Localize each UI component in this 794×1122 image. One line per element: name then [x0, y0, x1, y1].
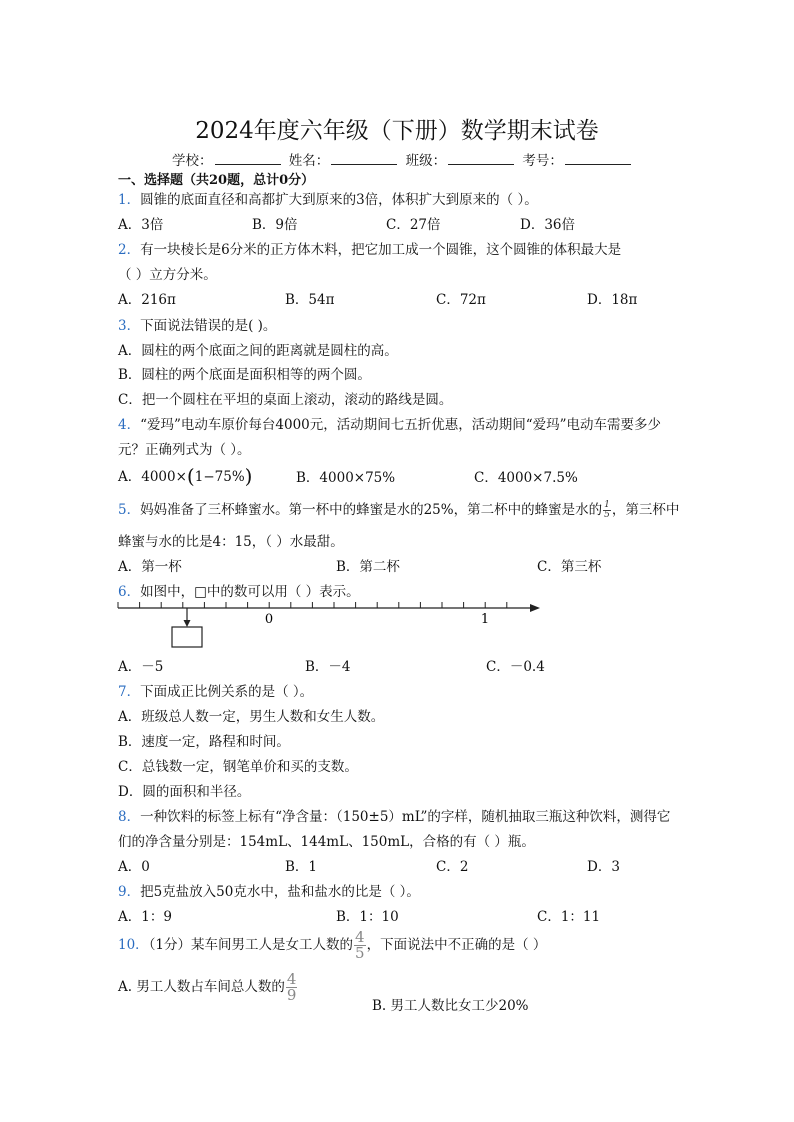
tick-label-one: 1 — [480, 612, 490, 627]
left-paren: ( — [186, 464, 195, 488]
q7-option-c: C．总钱数一定，钢笔单价和买的支数。 — [118, 759, 358, 775]
question-text: “爱玛”电动车原价每台4000元，活动期间七五折优惠，活动期间“爱玛”电动车需要多少 — [140, 417, 662, 433]
fraction-one-fifth — [603, 501, 611, 520]
q3-option-b: B．圆柱的两个底面是面积相等的两个圆。 — [118, 367, 371, 383]
question-4-line2: 元？正确列式为（ ）。 — [118, 442, 251, 458]
class-label: 班级： — [405, 153, 447, 169]
question-10 — [118, 930, 546, 961]
number-line-arrow-icon — [530, 604, 540, 612]
question-text: 妈妈准备了三杯蜂蜜水。第一杯中的蜂蜜是水的25%，第二杯中的蜂蜜是水的 — [140, 502, 603, 518]
question-1 — [118, 188, 538, 208]
q9-option-a: A．1：9 — [118, 909, 172, 925]
fraction-four-ninths — [286, 972, 298, 1003]
q6-option-b: B．－4 — [305, 659, 351, 675]
name-blank — [331, 152, 397, 165]
question-number: 7． — [118, 684, 141, 700]
question-text: 把5克盐放入50克水中，盐和盐水的比是（ ）。 — [140, 884, 420, 900]
q9-option-c: C．1：11 — [537, 909, 601, 925]
q8-option-c: C．2 — [436, 859, 469, 875]
option-inner: 1−75% — [194, 469, 245, 485]
q8-option-b: B．1 — [285, 859, 318, 875]
q2-option-d: D．18π — [587, 292, 638, 308]
q4-option-c: C．4000×7.5% — [474, 470, 578, 486]
q10-option-a — [118, 972, 298, 1003]
question-text: 有一块棱长是6分米的正方体木料，把它加工成一个圆锥，这个圆锥的体积最大是 — [140, 242, 622, 258]
question-9 — [118, 880, 420, 900]
question-number: 9． — [118, 884, 141, 900]
q2-option-c: C．72π — [436, 292, 486, 308]
question-text: 下面成正比例关系的是（ ）。 — [140, 684, 314, 700]
q2-option-a: A．216π — [118, 292, 176, 308]
student-info-line — [172, 149, 635, 169]
q5-option-a: A．第一杯 — [118, 559, 182, 575]
q2-option-b: B．54π — [285, 292, 335, 308]
question-5-line2: 蜂蜜与水的比是4：15，（ ）水最甜。 — [118, 534, 344, 550]
q10-option-b: B. 男工人数比女工少20% — [372, 998, 529, 1014]
fraction-denominator: 9 — [286, 986, 297, 1004]
q5-option-c: C．第三杯 — [537, 559, 602, 575]
school-blank — [215, 152, 281, 165]
question-number: 6． — [118, 584, 141, 600]
q8-option-a: A．0 — [118, 859, 150, 875]
question-2-line2: （ ）立方分米。 — [118, 267, 217, 283]
question-5 — [118, 498, 679, 520]
number-line-figure — [112, 596, 552, 652]
fraction-numerator: 4 — [286, 970, 297, 988]
question-text: 下面说法错误的是( )。 — [140, 318, 277, 334]
q6-option-c: C．－0.4 — [486, 659, 545, 675]
question-text-tail: ，下面说法中不正确的是（ ） — [366, 937, 547, 953]
q6-option-a: A．－5 — [118, 659, 164, 675]
option-expression: 4000× — [141, 469, 187, 485]
section-heading: 一、选择题（共20题，总计0分） — [118, 173, 315, 188]
question-8 — [118, 805, 670, 825]
question-number: 1． — [118, 192, 141, 208]
fraction-denominator: 5 — [355, 944, 365, 962]
q1-option-a: A．3倍 — [118, 217, 164, 233]
fraction-four-fifths — [354, 930, 366, 961]
answer-box — [172, 627, 202, 647]
q1-option-d: D．36倍 — [520, 217, 576, 233]
question-3 — [118, 314, 276, 334]
pointer-arrow-icon — [184, 620, 191, 627]
q1-option-c: C．27倍 — [386, 217, 441, 233]
question-7 — [118, 680, 313, 700]
question-4 — [118, 413, 661, 433]
question-text-tail: ，第三杯中 — [611, 502, 680, 518]
question-number: 10． — [118, 937, 149, 953]
q9-option-b: B．1：10 — [336, 909, 399, 925]
q1-option-b: B．9倍 — [252, 217, 298, 233]
option-text: A. 男工人数占车间总人数的 — [118, 979, 285, 995]
question-text: （1分）某车间男工人是女工人数的 — [148, 937, 354, 953]
question-text: 如图中，□中的数可以用（ ）表示。 — [140, 584, 360, 600]
name-label: 姓名： — [288, 153, 330, 169]
question-number: 8． — [118, 809, 141, 825]
page-title: 2024年度六年级（下册）数学期末试卷 — [195, 118, 599, 144]
option-letter: A． — [118, 469, 142, 485]
question-number: 2． — [118, 242, 141, 258]
question-text: 圆锥的底面直径和高都扩大到原来的3倍，体积扩大到原来的（ ）。 — [140, 192, 538, 208]
question-8-line2: 们的净含量分别是：154mL、144mL、150mL，合格的有（ ）瓶。 — [118, 834, 535, 850]
class-blank — [448, 152, 514, 165]
question-number: 5． — [118, 502, 141, 518]
q4-option-a — [118, 464, 252, 488]
q7-option-a: A．班级总人数一定，男生人数和女生人数。 — [118, 709, 385, 725]
question-number: 4． — [118, 417, 141, 433]
q7-option-d: D．圆的面积和半径。 — [118, 784, 251, 800]
exam-no-blank — [565, 152, 631, 165]
q3-option-a: A．圆柱的两个底面之间的距离就是圆柱的高。 — [118, 343, 398, 359]
q4-option-b: B．4000×75% — [296, 470, 396, 486]
exam-no-label: 考号： — [522, 153, 563, 169]
school-label: 学校： — [172, 153, 213, 169]
tick-label-zero: 0 — [264, 612, 274, 627]
question-number: 3． — [118, 318, 141, 334]
q8-option-d: D．3 — [587, 859, 620, 875]
fraction-numerator: 4 — [355, 928, 365, 946]
q7-option-b: B．速度一定，路程和时间。 — [118, 734, 290, 750]
question-text: 一种饮料的标签上标有“净含量：（150±5）mL”的字样，随机抽取三瓶这种饮料，测得它 — [140, 809, 671, 825]
number-line-ticks — [118, 602, 507, 608]
fraction-numerator: 1 — [604, 500, 610, 510]
fraction-denominator: 5 — [604, 510, 610, 520]
right-paren: ) — [244, 464, 253, 488]
q3-option-c: C．把一个圆柱在平坦的桌面上滚动，滚动的路线是圆。 — [118, 392, 453, 408]
q5-option-b: B．第二杯 — [336, 559, 400, 575]
question-2 — [118, 238, 621, 258]
